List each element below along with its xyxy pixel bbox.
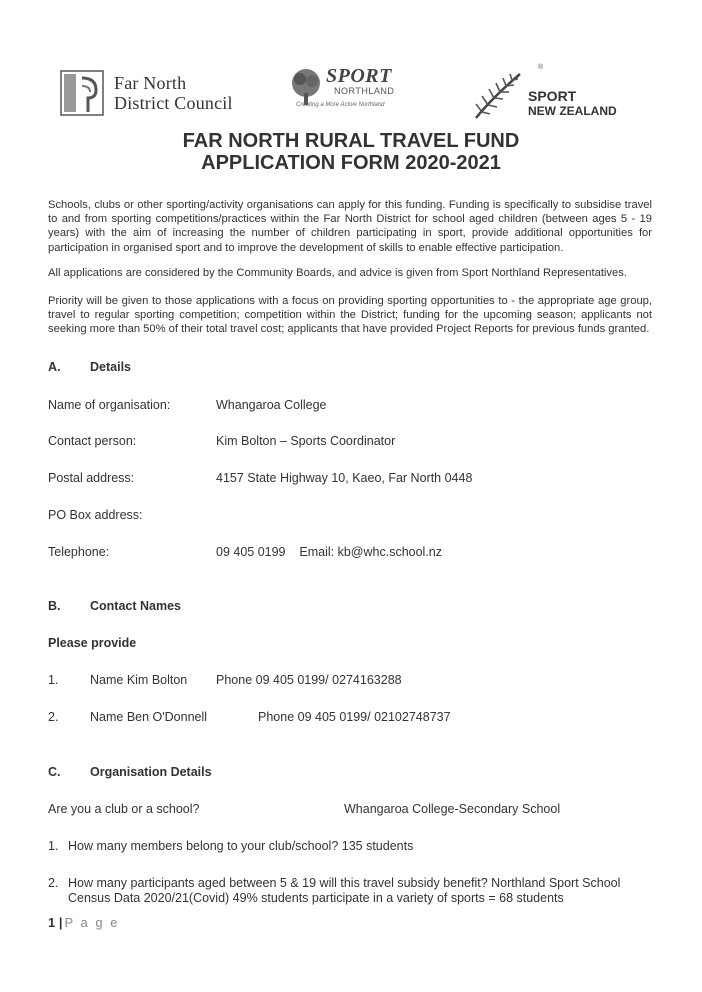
- question-2-continued: [68, 891, 564, 905]
- contact-row-1: [48, 673, 402, 687]
- field-label: PO Box address:: [48, 508, 143, 522]
- sport-northland-sub: NORTHLAND: [334, 86, 395, 96]
- section-c-heading: [48, 765, 212, 779]
- question-1: [48, 839, 413, 853]
- sport-northland-name: SPORT: [326, 65, 392, 87]
- page-footer: [48, 915, 119, 930]
- field-label: Telephone:: [48, 545, 110, 559]
- fndc-line2: District Council: [114, 93, 233, 113]
- field-value: Kim Bolton – Sports Coordinator: [216, 434, 396, 448]
- question-text-line1: How many participants aged between 5 & 19 will this travel subsidy benefit? Northland Sport School: [68, 876, 621, 890]
- question-text-line2: Census Data 2020/21(Covid) 49% students participate in a variety of sports = 68 students: [68, 891, 564, 905]
- section-a-heading: [48, 360, 131, 374]
- field-value: 4157 State Highway 10, Kaeo, Far North 0448: [216, 471, 473, 485]
- title-line2: APPLICATION FORM 2020-2021: [201, 152, 501, 174]
- question-2: [48, 876, 620, 890]
- intro-paragraph-3: Priority will be given to those applications with a focus on providing sporting opportunities to - the appropriate age group, travel to regular sporting competition; competition within the District; funding for the upcoming season; applicants not seeking more than 50% of their total travel cost; applicants that have provided Project Reports for previous funds granted.: [48, 295, 652, 336]
- field-postal-address: [48, 471, 472, 485]
- silver-fern-icon: [472, 68, 524, 122]
- field-value: 09 405 0199 Email: kb@whc.school.nz: [216, 545, 443, 559]
- field-label: Contact person:: [48, 434, 137, 448]
- contact-phone: Phone 09 405 0199/ 0274163288: [216, 673, 402, 687]
- sport-northland-logo: [288, 66, 394, 108]
- section-b-title: Contact Names: [90, 599, 181, 613]
- contact-name: Name Ben O'Donnell: [90, 710, 208, 724]
- section-b-heading: [48, 599, 181, 613]
- contact-phone: Phone 09 405 0199/ 02102748737: [258, 710, 451, 724]
- intro-paragraph-2: All applications are considered by the Community Boards, and advice is given from Sport Northland Representatives.: [48, 267, 627, 279]
- sport-northland-tagline: Creating a More Active Northland: [296, 102, 385, 108]
- field-label: Postal address:: [48, 471, 135, 485]
- question-number: 1.: [48, 839, 59, 853]
- contact-name: Name Kim Bolton: [90, 673, 188, 687]
- sport-nz-logo: [472, 64, 617, 122]
- title-line1: FAR NORTH RURAL TRAVEL FUND: [182, 130, 520, 152]
- field-telephone: [48, 545, 442, 559]
- page-number: 1: [48, 915, 56, 930]
- field-contact-person: [48, 434, 395, 448]
- logo-strip: [0, 66, 702, 124]
- contact-number: 2.: [48, 710, 59, 724]
- contact-number: 1.: [48, 673, 59, 687]
- page-separator: |: [58, 915, 63, 930]
- sport-northland-tree-icon: [288, 67, 324, 107]
- fndc-emblem-icon: [60, 70, 104, 116]
- fndc-logo: [60, 70, 233, 116]
- sport-nz-name: SPORT: [528, 87, 577, 104]
- field-value: Whangaroa College: [216, 398, 327, 412]
- intro-paragraph-1: Schools, clubs or other sporting/activity organisations can apply for this funding. Funding is specifically to subsidise travel to and from sporting competitions/practices within the Far North District for school aged children (between ages 5 - 19 years) with the aim of increasing the number of children participating in sport, provide additional opportunities for participation in organised sport and to improve the development of skills to enable effective participation.: [48, 199, 652, 254]
- contact-row-2: [48, 710, 451, 724]
- form-title: [0, 130, 702, 174]
- question-number: 2.: [48, 876, 59, 890]
- section-c-letter: C.: [48, 765, 61, 779]
- club-or-school-value: Whangaroa College-Secondary School: [344, 802, 561, 816]
- club-or-school-row: [48, 802, 560, 816]
- field-organisation-name: [48, 398, 327, 412]
- field-label: Name of organisation:: [48, 398, 171, 412]
- section-c-title: Organisation Details: [90, 765, 212, 779]
- club-or-school-label: Are you a club or a school?: [48, 802, 200, 816]
- fndc-line1: Far North: [114, 73, 187, 93]
- sport-nz-sub: NEW ZEALAND: [528, 103, 617, 118]
- section-a-title: Details: [90, 360, 131, 374]
- section-b-letter: B.: [48, 599, 61, 613]
- question-text: How many members belong to your club/school? 135 students: [68, 839, 414, 853]
- section-a-letter: A.: [48, 360, 61, 374]
- please-provide-subheading: Please provide: [48, 636, 137, 650]
- registered-mark: ®: [538, 64, 544, 71]
- page-word: P a g e: [64, 915, 120, 930]
- field-po-box: [48, 508, 216, 522]
